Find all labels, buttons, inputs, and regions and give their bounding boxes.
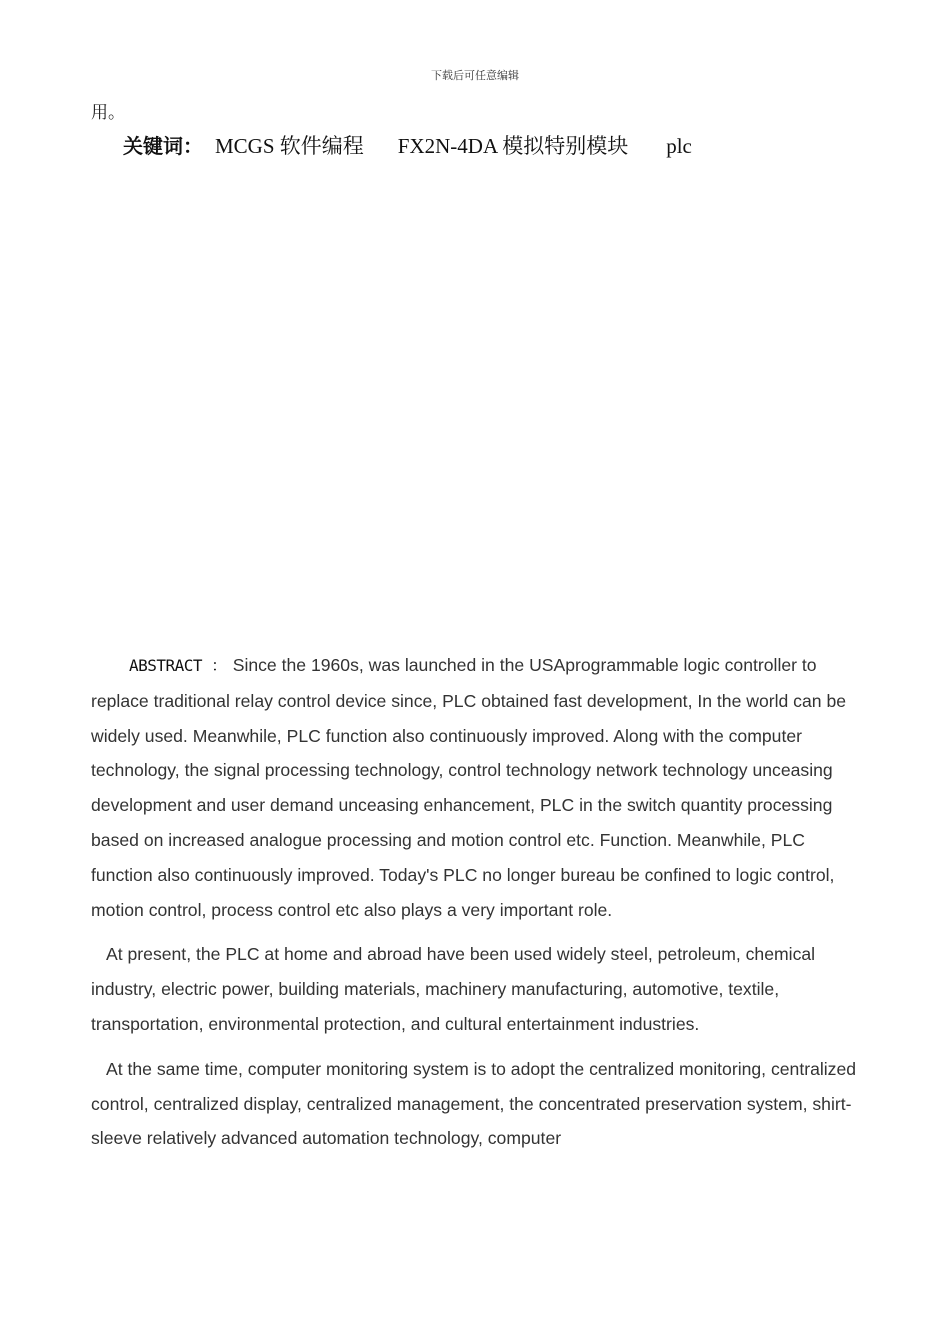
keyword-item: MCGS 软件编程 (215, 134, 364, 158)
abstract-paragraph (91, 648, 861, 927)
page-header-note: 下载后可任意编辑 (431, 69, 519, 82)
keyword-item: FX2N-4DA 模拟特别模块 (397, 134, 629, 158)
abstract-paragraph: At the same time, computer monitoring system is to adopt the centralized monitoring, centralized control, centralized display, centralized management, the concentrated preservation system, shirt-sleeve relatively advanced automation technology, computer (91, 1058, 857, 1149)
keywords-line (123, 130, 692, 160)
abstract-paragraph-text: Since the 1960s, was launched in the USAprogrammable logic controller to replace traditional relay control device since, PLC obtained fast development, In the world can be widely used. Meanwhile, PLC function also continuously improved. Along with the computer technology, the signal processing technology, control technology network technology unceasing development and user demand unceasing enhancement, PLC in the switch quantity processing based on increased analogue processing and motion control etc. Function. Meanwhile, PLC function also continuously improved. Today's PLC no longer bureau be confined to logic control, motion control, process control etc also plays a very important role. (91, 655, 847, 920)
keyword-item: plc (666, 134, 692, 158)
abstract-section (91, 648, 861, 1166)
abstract-paragraph: At present, the PLC at home and abroad have been used widely steel, petroleum, chemical industry, electric power, building materials, machinery manufacturing, automotive, textile, transportation, environmental protection, and cultural entertainment industries. (91, 944, 816, 1034)
keywords-label: 关键词： (123, 134, 203, 158)
abstract-label: ABSTRACT ： (129, 656, 227, 675)
carry-over-text: 用。 (91, 103, 125, 123)
